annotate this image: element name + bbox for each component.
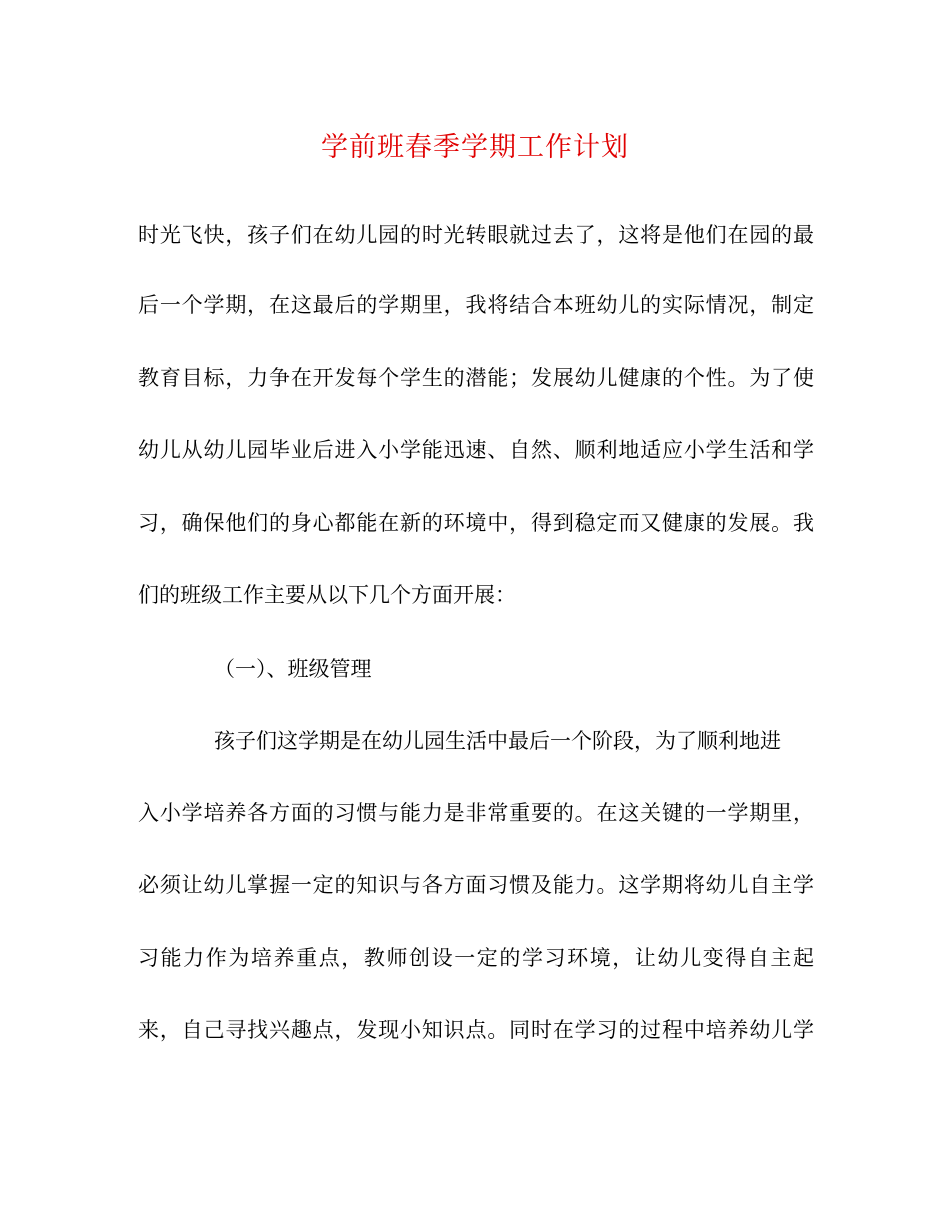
- paragraph-line: 必须让幼儿掌握一定的知识与各方面习惯及能力。这学期将幼儿自主学: [138, 873, 814, 897]
- paragraph-line: 教育目标，力争在开发每个学生的潜能；发展幼儿健康的个性。为了使: [138, 366, 814, 390]
- paragraph-line: 孩子们这学期是在幼儿园生活中最后一个阶段，为了顺利地进: [214, 729, 781, 753]
- paragraph-line: 幼儿从幼儿园毕业后进入小学能迅速、自然、顺利地适应小学生活和学: [138, 438, 814, 462]
- paragraph-line: 后一个学期，在这最后的学期里，我将结合本班幼儿的实际情况，制定: [138, 293, 814, 317]
- paragraph-line: 来，自己寻找兴趣点，发现小知识点。同时在学习的过程中培养幼儿学: [138, 1018, 814, 1042]
- paragraph-line: 习能力作为培养重点，教师创设一定的学习环境，让幼儿变得自主起: [138, 946, 814, 970]
- paragraph-line: 入小学培养各方面的习惯与能力是非常重要的。在这关键的一学期里，: [138, 801, 814, 825]
- paragraph-line: 习，确保他们的身心都能在新的环境中，得到稳定而又健康的发展。我: [138, 511, 814, 535]
- document-title: 学前班春季学期工作计划: [321, 132, 629, 163]
- section-heading: （一）、班级管理: [214, 657, 372, 681]
- paragraph-line: 时光飞快，孩子们在幼儿园的时光转眼就过去了，这将是他们在园的最: [138, 223, 814, 247]
- paragraph-line: 们的班级工作主要从以下几个方面开展：: [138, 583, 516, 607]
